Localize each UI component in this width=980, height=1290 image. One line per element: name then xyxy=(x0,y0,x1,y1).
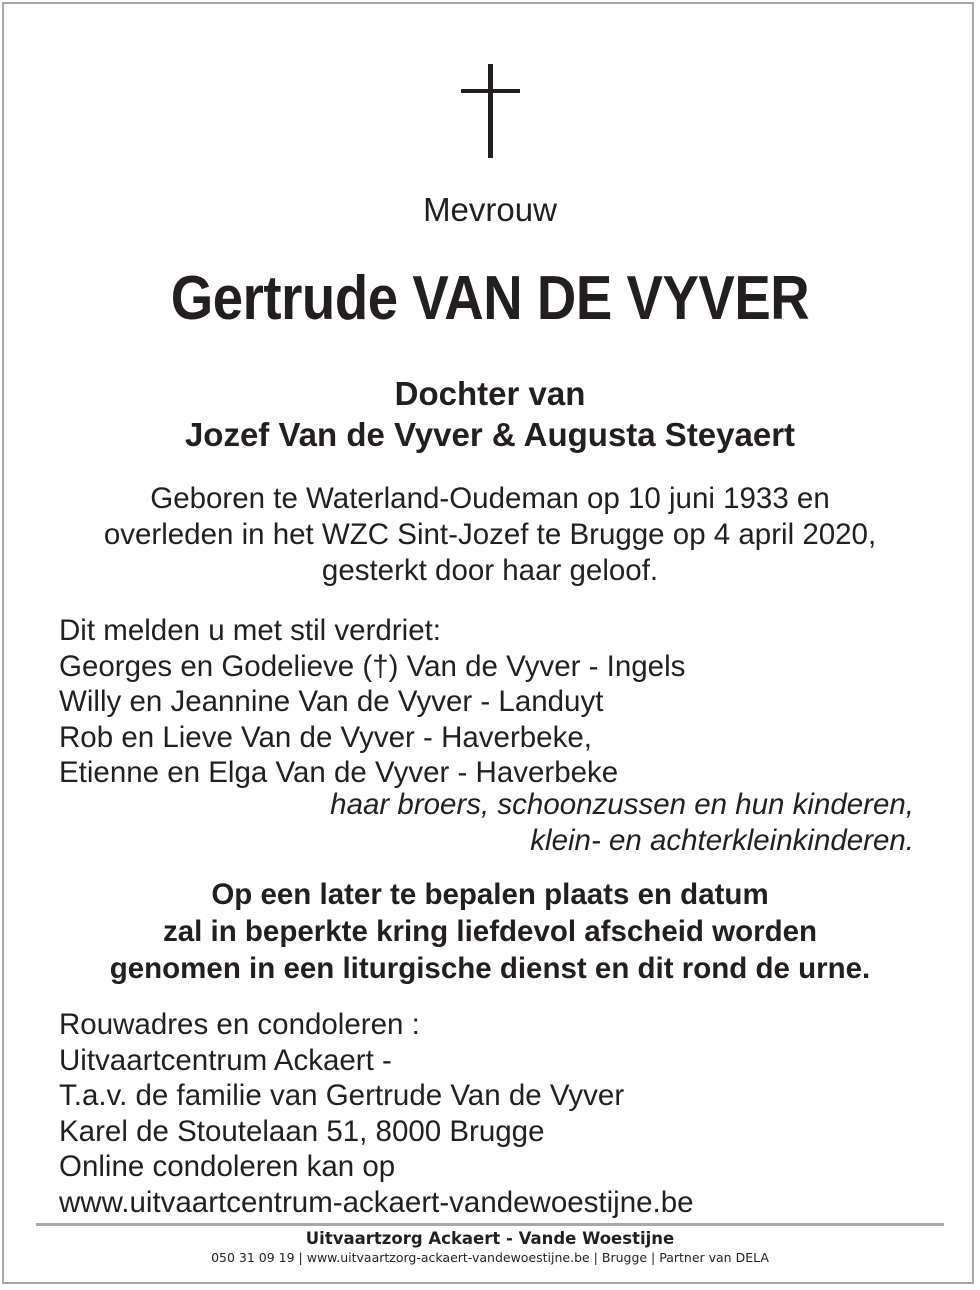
daughter-of-label: Dochter van xyxy=(394,375,586,412)
family-list xyxy=(59,613,685,791)
footer-contact-line: 050 31 09 19 | www.uitvaartzorg-ackaert-vandewoestijne.be | Brugge | Partner van DELA xyxy=(211,1250,769,1265)
contact-line: Uitvaartcentrum Ackaert - xyxy=(59,1043,392,1077)
farewell-notice xyxy=(0,876,980,987)
relation-note xyxy=(330,787,914,858)
family-line: Rob en Lieve Van de Vyver - Haverbeke, xyxy=(59,720,592,754)
farewell-line: zal in beperkte kring liefdevol afscheid worden xyxy=(162,915,818,948)
footer-title: Uitvaartzorg Ackaert - Vande Woestijne xyxy=(305,1229,675,1248)
family-line: Willy en Jeannine Van de Vyver - Landuyt xyxy=(59,685,604,718)
bio-line: overleden in het WZC Sint-Jozef te Brugge op 4 april 2020, xyxy=(103,518,877,551)
relation-line: klein- en achterkleinkinderen. xyxy=(530,823,914,857)
cross-icon xyxy=(461,64,521,160)
family-line: Etienne en Elga Van de Vyver - Haverbeke xyxy=(59,756,619,789)
biography xyxy=(0,481,980,589)
footer-divider xyxy=(36,1223,944,1226)
family-line: Dit melden u met stil verdriet: xyxy=(59,614,441,647)
bio-line: gesterkt door haar geloof. xyxy=(321,554,659,587)
contact-line: Online condoleren kan op xyxy=(59,1150,396,1183)
salutation: Mevrouw xyxy=(423,191,557,228)
condolence-website: www.uitvaartcentrum-ackaert-vandewoestijne.be xyxy=(59,1185,694,1219)
contact-info xyxy=(59,1007,694,1220)
parents-names: Jozef Van de Vyver & Augusta Steyaert xyxy=(184,416,796,453)
deceased-name: Gertrude VAN DE VYVER xyxy=(170,264,810,333)
contact-line: Karel de Stoutelaan 51, 8000 Brugge xyxy=(59,1114,545,1148)
bio-line: Geboren te Waterland-Oudeman op 10 juni 1933 en xyxy=(150,482,830,515)
farewell-line: Op een later te bepalen plaats en datum xyxy=(211,878,769,911)
farewell-line: genomen in een liturgische dienst en dit rond de urne. xyxy=(109,952,871,985)
contact-line: Rouwadres en condoleren : xyxy=(59,1008,420,1041)
relation-line: haar broers, schoonzussen en hun kinderen, xyxy=(330,788,914,821)
family-line: Georges en Godelieve (†) Van de Vyver - Ingels xyxy=(59,649,686,683)
contact-line: T.a.v. de familie van Gertrude Van de Vyver xyxy=(59,1079,625,1112)
